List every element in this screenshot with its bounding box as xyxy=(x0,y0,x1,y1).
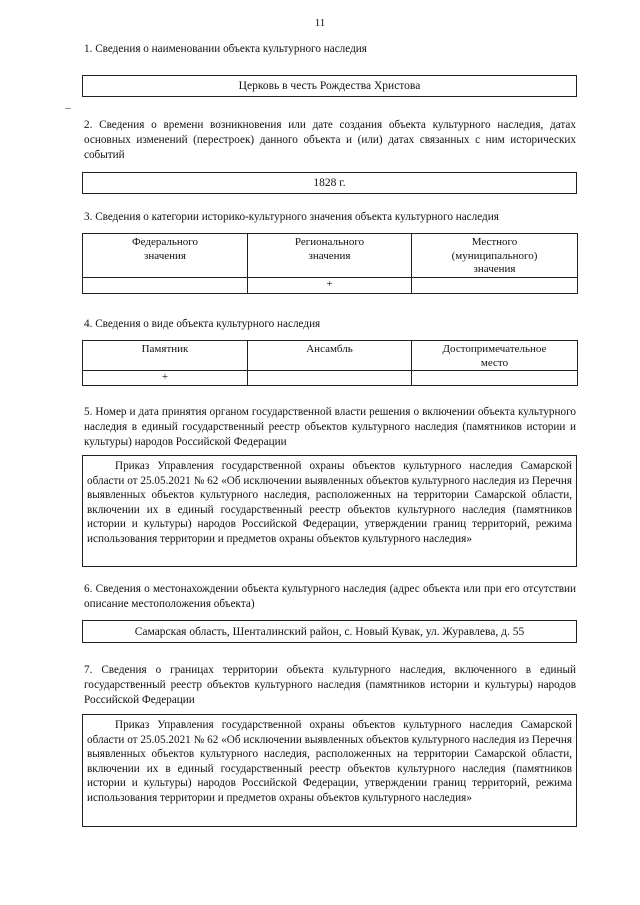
section-7-heading: 7. Сведения о границах территории объекта культурного наследия, включенного в единый государственный реестр объектов культурного наследия (памятников истории и культуры) народов Российской Федерации xyxy=(84,664,576,706)
type-ensemble-mark xyxy=(248,371,412,386)
type-place-mark xyxy=(412,371,578,386)
registry-decision-box: Приказ Управления государственной охраны объектов культурного наследия Самарской области от 25.05.2021 № 62 «Об исключении выявленных объектов культурного наследия из Перечня выявленных объектов культурного наследия, расположенных на территории Самарской области, включении их в единый государственный реестр объектов культурного наследия (памятников истории и культуры) народов Российской Федерации, утверждении границ территорий, режима использования территории и предметов охраны объектов культурного наследия» xyxy=(82,455,577,567)
section-4-heading: 4. Сведения о виде объекта культурного наследия xyxy=(84,318,321,330)
territory-boundaries-box: Приказ Управления государственной охраны объектов культурного наследия Самарской области от 25.05.2021 № 62 «Об исключении выявленных объектов культурного наследия из Перечня выявленных объектов культурного наследия, расположенных на территории Самарской области, включении их в единый государственный реестр объектов культурного наследия (памятников истории и культуры) народов Российской Федерации, утверждении границ территорий, режима использования территории и предметов охраны объектов культурного наследия» xyxy=(82,714,577,827)
section-1-heading: 1. Сведения о наименовании объекта культурного наследия xyxy=(84,43,367,55)
category-local-mark xyxy=(412,278,578,294)
type-monument-mark: + xyxy=(83,371,248,386)
object-name-box xyxy=(82,75,577,97)
page-number: 11 xyxy=(314,17,326,29)
location-box xyxy=(82,620,577,643)
category-mark-row xyxy=(83,278,578,294)
type-header-row xyxy=(83,341,578,371)
type-mark-row xyxy=(83,371,578,386)
type-monument-header: Памятник xyxy=(83,341,248,371)
object-type-table xyxy=(82,340,578,386)
section-2-heading: 2. Сведения о времени возникновения или дате создания объекта культурного наследия, датах основных изменений (перестроек) данного объекта и (или) датах связанных с ним исторических событий xyxy=(84,119,576,161)
category-regional-header: Регионального значения xyxy=(248,234,412,278)
category-local-header: Местного (муниципального) значения xyxy=(412,234,578,278)
object-name-value: Церковь в честь Рождества Христова xyxy=(238,80,421,92)
section-5-heading: 5. Номер и дата принятия органом государственной власти решения о включении объекта культурного наследия в единый государственный реестр объектов культурного наследия (памятников истории и культуры) народов Российской Федерации xyxy=(84,406,576,448)
type-place-header: Достопримечательное место xyxy=(412,341,578,371)
category-header-row xyxy=(83,234,578,278)
creation-date-value: 1828 г. xyxy=(313,177,346,189)
location-value: Самарская область, Шенталинский район, с. Новый Кувак, ул. Журавлева, д. 55 xyxy=(134,625,525,638)
category-regional-mark: + xyxy=(248,278,412,294)
type-ensemble-header: Ансамбль xyxy=(248,341,412,371)
creation-date-box xyxy=(82,172,577,194)
category-federal-header: Федерального значения xyxy=(83,234,248,278)
margin-mark xyxy=(65,108,71,109)
section-6-heading: 6. Сведения о местонахождении объекта культурного наследия (адрес объекта или при его отсутствии описание местоположения объекта) xyxy=(84,583,576,610)
section-3-heading: 3. Сведения о категории историко-культурного значения объекта культурного наследия xyxy=(84,211,499,223)
category-table xyxy=(82,233,578,294)
category-federal-mark xyxy=(83,278,248,294)
